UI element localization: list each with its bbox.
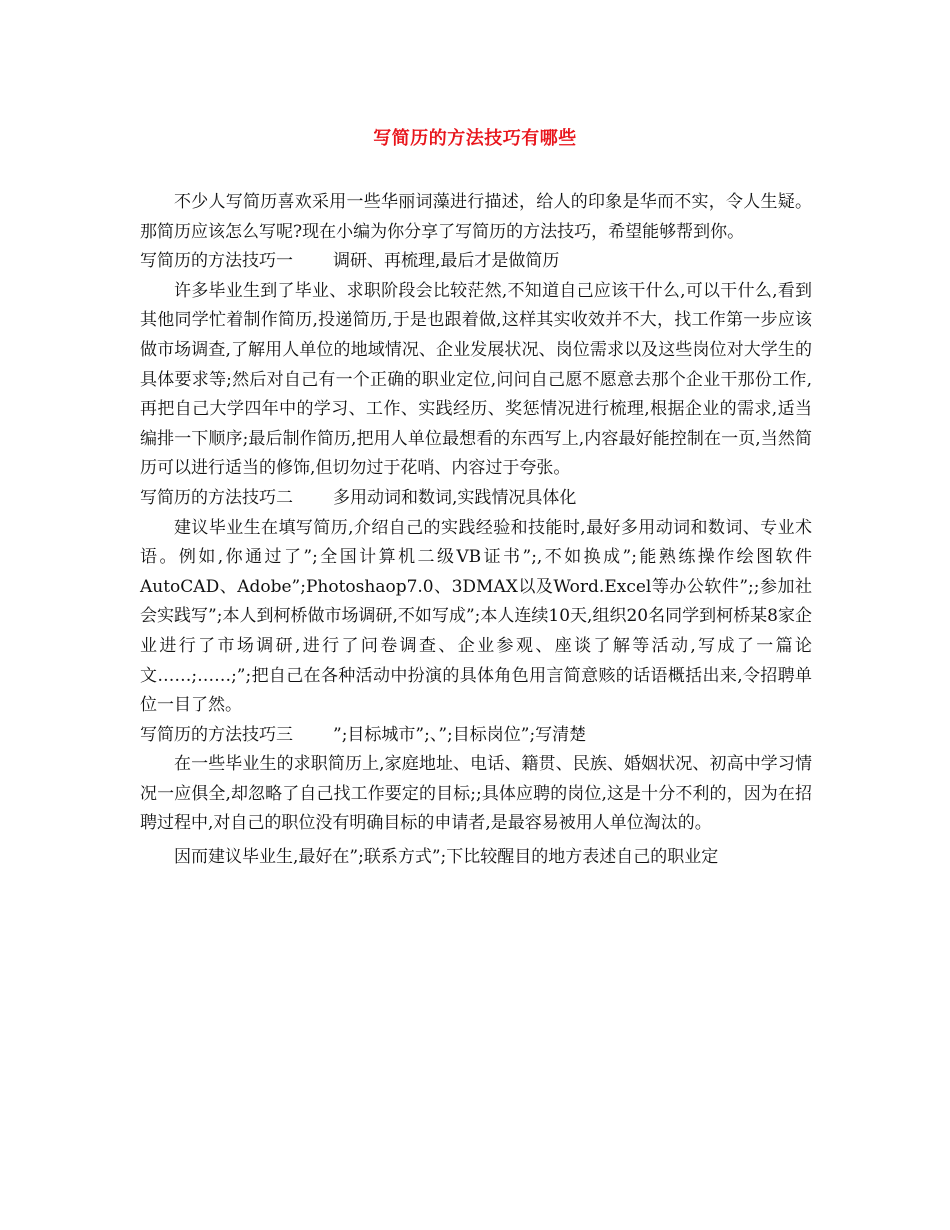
section-paragraph-1: 许多毕业生到了毕业、求职阶段会比较茫然,不知道自己应该干什么,可以干什么,看到其他同学忙着制作简历,投递简历,于是也跟着做,这样其实收效并不大，找工作第一步应该做市场调查,了解用人单位的地域情况、企业发展状况、岗位需求以及这些岗位对大学生的具体要求等;然后对自己有一个正确的职业定位,问问自己愿不愿意去那个企业干那份工作,再把自己大学四年中的学习、工作、实践经历、奖惩情况进行梳理,根据企业的需求,适当编排一下顺序;最后制作简历,把用人单位最想看的东西写上,内容最好能控制在一页,当然简历可以进行适当的修饰,但切勿过于花哨、内容过于夸张。 [140,280,812,479]
section-heading-2 [140,484,812,514]
section-heading-2-text: 多用动词和数词,实践情况具体化 [333,487,577,508]
document-body [140,188,812,873]
section-heading-3-label: 写简历的方法技巧三 [140,724,293,745]
section-heading-1 [140,247,812,277]
intro-paragraph: 不少人写简历喜欢采用一些华丽词藻进行描述，给人的印象是华而不实，令人生疑。那简历应该怎么写呢?现在小编为你分享了写简历的方法技巧，希望能够帮到你。 [140,192,812,242]
section-heading-1-text: 调研、再梳理,最后才是做简历 [333,251,560,272]
final-paragraph: 因而建议毕业生,最好在”;联系方式”;下比较醒目的地方表述自己的职业定 [174,847,719,868]
section-heading-2-label: 写简历的方法技巧二 [140,487,293,508]
section-heading-1-label: 写简历的方法技巧一 [140,251,293,272]
document-title: 写简历的方法技巧有哪些 [373,128,577,149]
section-paragraph-3: 在一些毕业生的求职简历上,家庭地址、电话、籍贯、民族、婚姻状况、初高中学习情况一应俱全,却忽略了自己找工作要定的目标;;具体应聘的岗位,这是十分不利的，因为在招聘过程中,对自己的职位没有明确目标的申请者,是最容易被用人单位淘汰的。 [140,754,812,834]
section-paragraph-2: 建议毕业生在填写简历,介绍自己的实践经验和技能时,最好多用动词和数词、专业术语。例如,你通过了”;全国计算机二级VB证书”;,不如换成”;能熟练操作绘图软件AutoCAD、Adobe”;Photoshaop7.0、3DMAX以及Word.Excel等办公软件”;;参加社会实践写”;本人到柯桥做市场调研,不如写成”;本人连续10天,组织20名同学到柯桥某8家企业进行了市场调研,进行了问卷调查、企业参观、座谈了解等活动,写成了一篇论文……;……;”;把自己在各种活动中扮演的具体角色用言简意赅的话语概括出来,令招聘单位一目了然。 [140,517,812,716]
section-heading-3 [140,721,812,751]
section-heading-3-text: ”;目标城市”;、”;目标岗位”;写清楚 [333,724,587,745]
